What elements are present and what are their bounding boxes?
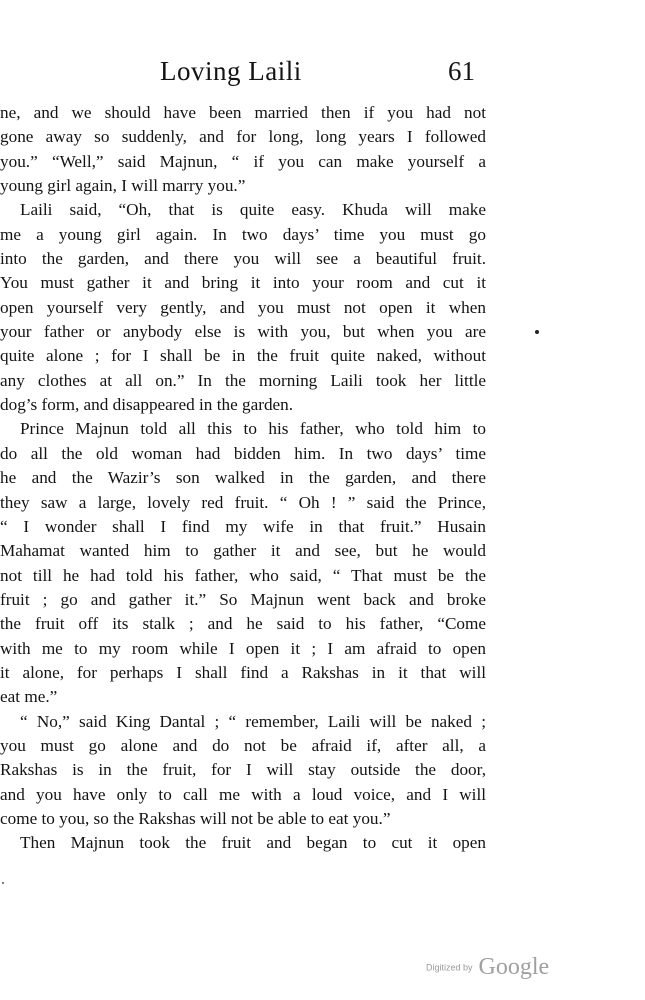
- text-line: fruit ; go and gather it.” So Majnun went back and broke: [0, 589, 486, 609]
- text-line: Mahamat wanted him to gather it and see, but he would: [0, 541, 486, 561]
- text-line: your father or anybody else is with you, but when you are: [0, 322, 486, 342]
- ink-speck: [535, 330, 539, 334]
- body-text: [0, 101, 486, 856]
- text-line: me a young girl again. In two days’ time you must go: [0, 224, 486, 244]
- text-line: Laili said, “Oh, that is quite easy. Khuda will make: [20, 200, 486, 220]
- text-line: the fruit off its stalk ; and he said to his father, “Come: [0, 614, 486, 634]
- text-line: you must go alone and do not be afraid if, after all, a: [0, 735, 486, 755]
- digitized-watermark: [426, 954, 549, 981]
- text-line: open yourself very gently, and you must not open it when: [0, 297, 486, 317]
- text-line: with me to my room while I open it ; I am afraid to open: [0, 638, 486, 658]
- text-line: into the garden, and there you will see a beautiful fruit.: [0, 249, 486, 269]
- text-line: quite alone ; for I shall be in the fruit quite naked, without: [0, 346, 486, 366]
- text-line: “ No,” said King Dantal ; “ remember, Laili will be naked ;: [20, 711, 486, 731]
- running-title: Loving Laili: [160, 56, 302, 86]
- text-line: do all the old woman had bidden him. In two days’ time: [0, 443, 486, 463]
- ink-speck: [2, 882, 4, 884]
- text-line: gone away so suddenly, and for long, long years I followed: [0, 127, 486, 147]
- page-header: [0, 56, 645, 96]
- text-line: dog’s form, and disappeared in the garden.: [0, 395, 294, 415]
- text-line: Prince Majnun told all this to his father, who told him to: [20, 419, 486, 439]
- text-line: Rakshas is in the fruit, for I will stay outside the door,: [0, 760, 486, 780]
- page-number: 61: [448, 56, 475, 86]
- text-line: come to you, so the Rakshas will not be able to eat you.”: [0, 808, 391, 828]
- text-line: eat me.”: [0, 687, 58, 707]
- watermark-prefix: Digitized by: [426, 962, 473, 973]
- text-line: Then Majnun took the fruit and began to cut it open: [20, 833, 486, 853]
- text-line: “ I wonder shall I find my wife in that fruit.” Husain: [0, 516, 486, 536]
- google-logo: Google: [478, 954, 550, 980]
- text-line: he and the Wazir’s son walked in the garden, and there: [0, 468, 486, 488]
- text-line: any clothes at all on.” In the morning Laili took her little: [0, 370, 486, 390]
- text-line: You must gather it and bring it into your room and cut it: [0, 273, 486, 293]
- text-line: you.” “Well,” said Majnun, “ if you can make yourself a: [0, 151, 486, 171]
- text-line: young girl again, I will marry you.”: [0, 176, 246, 196]
- text-line: it alone, for perhaps I shall find a Rakshas in it that will: [0, 662, 486, 682]
- text-line: ne, and we should have been married then if you had not: [0, 103, 486, 122]
- text-line: not till he had told his father, who said, “ That must be the: [0, 565, 486, 585]
- text-line: they saw a large, lovely red fruit. “ Oh ! ” said the Prince,: [0, 492, 486, 512]
- text-line: and you have only to call me with a loud voice, and I will: [0, 784, 486, 804]
